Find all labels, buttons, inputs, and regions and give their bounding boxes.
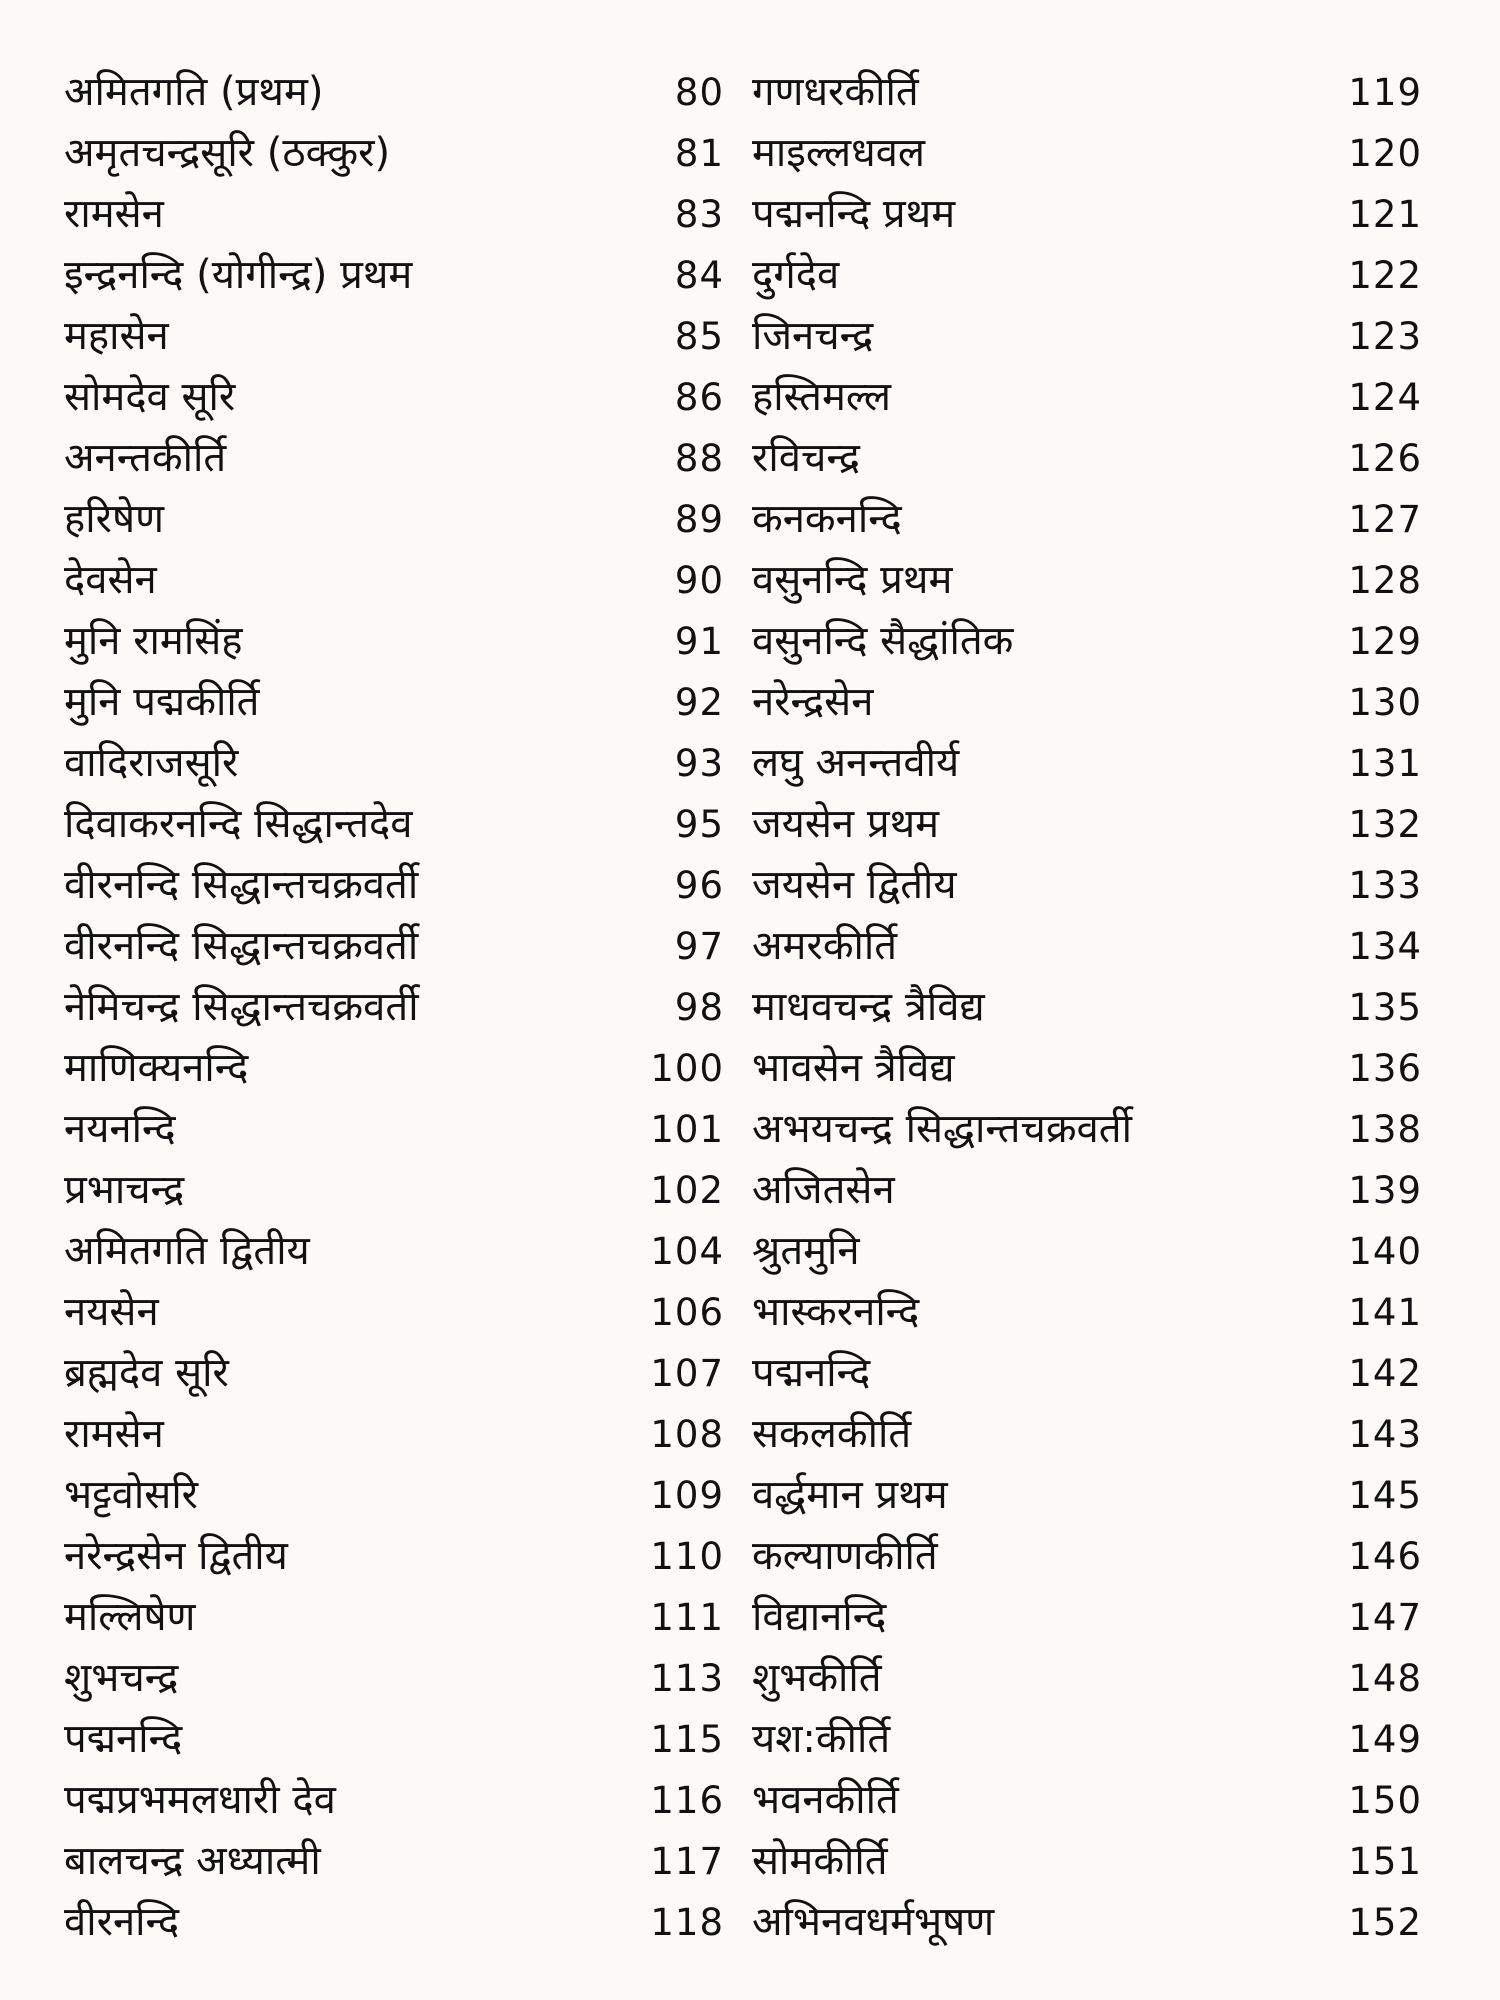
entry-name: नयनन्दि [64,1106,176,1152]
index-entry [64,1160,724,1221]
entry-page-number: 92 [674,681,724,724]
entry-page-number: 119 [1348,71,1422,114]
entry-name: अनन्तकीर्ति [64,435,227,481]
entry-name: दिवाकरनन्दि सिद्धान्तदेव [64,801,413,847]
entry-name: वीरनन्दि [64,1899,180,1945]
index-entry [752,123,1422,184]
index-entry [752,1099,1422,1160]
entry-name: यश:कीर्ति [752,1716,891,1762]
index-entry [64,611,724,672]
index-entry [64,672,724,733]
index-entry [64,977,724,1038]
index-entry [64,1404,724,1465]
entry-page-number: 131 [1348,742,1422,785]
entry-page-number: 107 [650,1352,724,1395]
entry-name: हस्तिमल्ल [752,374,892,420]
entry-name: मल्लिषेण [64,1594,196,1640]
index-entry [752,794,1422,855]
entry-page-number: 113 [650,1657,724,1700]
entry-page-number: 152 [1348,1901,1422,1944]
entry-page-number: 127 [1348,498,1422,541]
entry-page-number: 124 [1348,376,1422,419]
entry-name: नरेन्द्रसेन [752,679,874,725]
entry-name: अभिनवधर्मभूषण [752,1899,995,1945]
entry-name: माधवचन्द्र त्रैविद्य [752,984,985,1030]
entry-name: गणधरकीर्ति [752,69,919,115]
entry-name: नेमिचन्द्र सिद्धान्तचक्रवर्ती [64,984,419,1030]
index-entry [64,1648,724,1709]
entry-page-number: 143 [1348,1413,1422,1456]
entry-page-number: 81 [674,132,724,175]
entry-page-number: 133 [1348,864,1422,907]
index-entry [752,1282,1422,1343]
index-entry [64,245,724,306]
entry-name: शुभचन्द्र [64,1655,179,1701]
entry-page-number: 88 [674,437,724,480]
index-entry [64,916,724,977]
index-entry [752,550,1422,611]
index-entry [752,1160,1422,1221]
entry-name: वीरनन्दि सिद्धान्तचक्रवर्ती [64,923,419,969]
entry-name: जयसेन द्वितीय [752,862,957,908]
entry-name: दुर्गदेव [752,252,840,298]
index-entry [752,1770,1422,1831]
index-entry [752,306,1422,367]
index-entry [64,367,724,428]
entry-page-number: 96 [674,864,724,907]
entry-page-number: 91 [674,620,724,663]
entry-name: रविचन्द्र [752,435,860,481]
entry-page-number: 109 [650,1474,724,1517]
entry-page-number: 102 [650,1169,724,1212]
entry-page-number: 148 [1348,1657,1422,1700]
index-left-column [64,62,724,1953]
index-entry [64,306,724,367]
index-entry [752,611,1422,672]
index-entry [752,367,1422,428]
entry-page-number: 118 [650,1901,724,1944]
index-entry [64,1038,724,1099]
entry-name: कनकनन्दि [752,496,902,542]
entry-name: रामसेन [64,1411,164,1457]
entry-page-number: 115 [650,1718,724,1761]
index-entry [752,184,1422,245]
index-entry [752,1831,1422,1892]
entry-name: प्रभाचन्द्र [64,1167,185,1213]
index-entry [64,855,724,916]
entry-page-number: 135 [1348,986,1422,1029]
index-entry [64,489,724,550]
entry-page-number: 146 [1348,1535,1422,1578]
index-entry [752,1526,1422,1587]
index-entry [752,245,1422,306]
index-entry [752,1648,1422,1709]
entry-name: भट्टवोसरि [64,1472,199,1518]
entry-name: अमितगति (प्रथम) [64,69,324,115]
index-right-column [752,62,1422,1953]
entry-page-number: 85 [674,315,724,358]
index-entry [64,1526,724,1587]
entry-name: अमितगति द्वितीय [64,1228,310,1274]
entry-name: अमृतचन्द्रसूरि (ठक्कुर) [64,130,391,176]
index-entry [752,489,1422,550]
entry-page-number: 98 [674,986,724,1029]
entry-page-number: 126 [1348,437,1422,480]
entry-name: भास्करनन्दि [752,1289,920,1335]
entry-page-number: 122 [1348,254,1422,297]
entry-page-number: 111 [650,1596,724,1639]
entry-name: वादिराजसूरि [64,740,239,786]
entry-page-number: 142 [1348,1352,1422,1395]
index-entry [752,916,1422,977]
index-entry [64,1892,724,1953]
index-entry [64,1587,724,1648]
entry-name: वीरनन्दि सिद्धान्तचक्रवर्ती [64,862,419,908]
entry-name: कल्याणकीर्ति [752,1533,938,1579]
entry-name: देवसेन [64,557,157,603]
entry-name: भवनकीर्ति [752,1777,899,1823]
entry-name: सोमकीर्ति [752,1838,888,1884]
index-entry [64,1831,724,1892]
index-entry [64,550,724,611]
index-entry [64,1465,724,1526]
entry-page-number: 106 [650,1291,724,1334]
entry-name: महासेन [64,313,169,359]
entry-page-number: 84 [674,254,724,297]
entry-page-number: 116 [650,1779,724,1822]
index-entry [752,1404,1422,1465]
index-entry [752,977,1422,1038]
entry-page-number: 128 [1348,559,1422,602]
entry-name: पद्मनन्दि प्रथम [752,191,956,237]
entry-name: इन्द्रनन्दि (योगीन्द्र) प्रथम [64,252,413,298]
entry-name: बालचन्द्र अध्यात्मी [64,1838,321,1884]
index-entry [752,855,1422,916]
index-entry [752,1892,1422,1953]
entry-page-number: 97 [674,925,724,968]
entry-page-number: 100 [650,1047,724,1090]
entry-page-number: 139 [1348,1169,1422,1212]
entry-name: अभयचन्द्र सिद्धान्तचक्रवर्ती [752,1106,1132,1152]
entry-page-number: 138 [1348,1108,1422,1151]
index-entry [752,733,1422,794]
index-entry [64,1282,724,1343]
index-entry [752,428,1422,489]
entry-page-number: 134 [1348,925,1422,968]
entry-name: मुनि पद्मकीर्ति [64,679,260,725]
entry-page-number: 95 [674,803,724,846]
entry-name: विद्यानन्दि [752,1594,887,1640]
entry-page-number: 108 [650,1413,724,1456]
entry-page-number: 83 [674,193,724,236]
entry-page-number: 104 [650,1230,724,1273]
entry-page-number: 89 [674,498,724,541]
index-entry [64,794,724,855]
entry-name: रामसेन [64,191,164,237]
entry-page-number: 90 [674,559,724,602]
entry-page-number: 110 [650,1535,724,1578]
index-entry [752,1465,1422,1526]
entry-page-number: 150 [1348,1779,1422,1822]
entry-name: वर्द्धमान प्रथम [752,1472,948,1518]
index-entry [752,62,1422,123]
entry-page-number: 132 [1348,803,1422,846]
entry-page-number: 123 [1348,315,1422,358]
entry-page-number: 117 [650,1840,724,1883]
entry-page-number: 86 [674,376,724,419]
index-entry [752,1221,1422,1282]
index-entry [752,1587,1422,1648]
entry-name: जिनचन्द्र [752,313,874,359]
entry-name: अमरकीर्ति [752,923,898,969]
entry-name: वसुनन्दि प्रथम [752,557,953,603]
index-entry [64,1770,724,1831]
entry-name: जयसेन प्रथम [752,801,940,847]
index-entry [64,62,724,123]
entry-name: माणिक्यनन्दि [64,1045,249,1091]
index-entry [64,428,724,489]
entry-page-number: 80 [674,71,724,114]
index-entry [752,1709,1422,1770]
index-entry [64,733,724,794]
entry-name: माइल्लधवल [752,130,926,176]
entry-page-number: 129 [1348,620,1422,663]
entry-name: शुभकीर्ति [752,1655,882,1701]
entry-name: नयसेन [64,1289,159,1335]
entry-name: ब्रह्मदेव सूरि [64,1350,229,1396]
entry-name: अजितसेन [752,1167,895,1213]
entry-page-number: 151 [1348,1840,1422,1883]
entry-name: पद्मनन्दि [64,1716,183,1762]
entry-page-number: 145 [1348,1474,1422,1517]
index-entry [64,1709,724,1770]
entry-page-number: 141 [1348,1291,1422,1334]
entry-name: सकलकीर्ति [752,1411,912,1457]
index-entry [64,1221,724,1282]
entry-name: वसुनन्दि सैद्धांतिक [752,618,1014,664]
index-entry [64,1343,724,1404]
entry-name: हरिषेण [64,496,164,542]
entry-name: सोमदेव सूरि [64,374,236,420]
entry-page-number: 120 [1348,132,1422,175]
entry-page-number: 147 [1348,1596,1422,1639]
index-entry [752,1343,1422,1404]
entry-name: पद्मप्रभमलधारी देव [64,1777,336,1823]
entry-name: पद्मनन्दि [752,1350,871,1396]
entry-name: श्रुतमुनि [752,1228,860,1274]
entry-name: लघु अनन्तवीर्य [752,740,960,786]
entry-name: नरेन्द्रसेन द्वितीय [64,1533,288,1579]
index-entry [64,1099,724,1160]
entry-page-number: 140 [1348,1230,1422,1273]
index-entry [752,672,1422,733]
entry-page-number: 130 [1348,681,1422,724]
entry-page-number: 93 [674,742,724,785]
index-entry [752,1038,1422,1099]
entry-page-number: 121 [1348,193,1422,236]
entry-page-number: 101 [650,1108,724,1151]
index-entry [64,184,724,245]
entry-page-number: 136 [1348,1047,1422,1090]
entry-name: भावसेन त्रैविद्य [752,1045,955,1091]
index-entry [64,123,724,184]
entry-name: मुनि रामसिंह [64,618,243,664]
entry-page-number: 149 [1348,1718,1422,1761]
